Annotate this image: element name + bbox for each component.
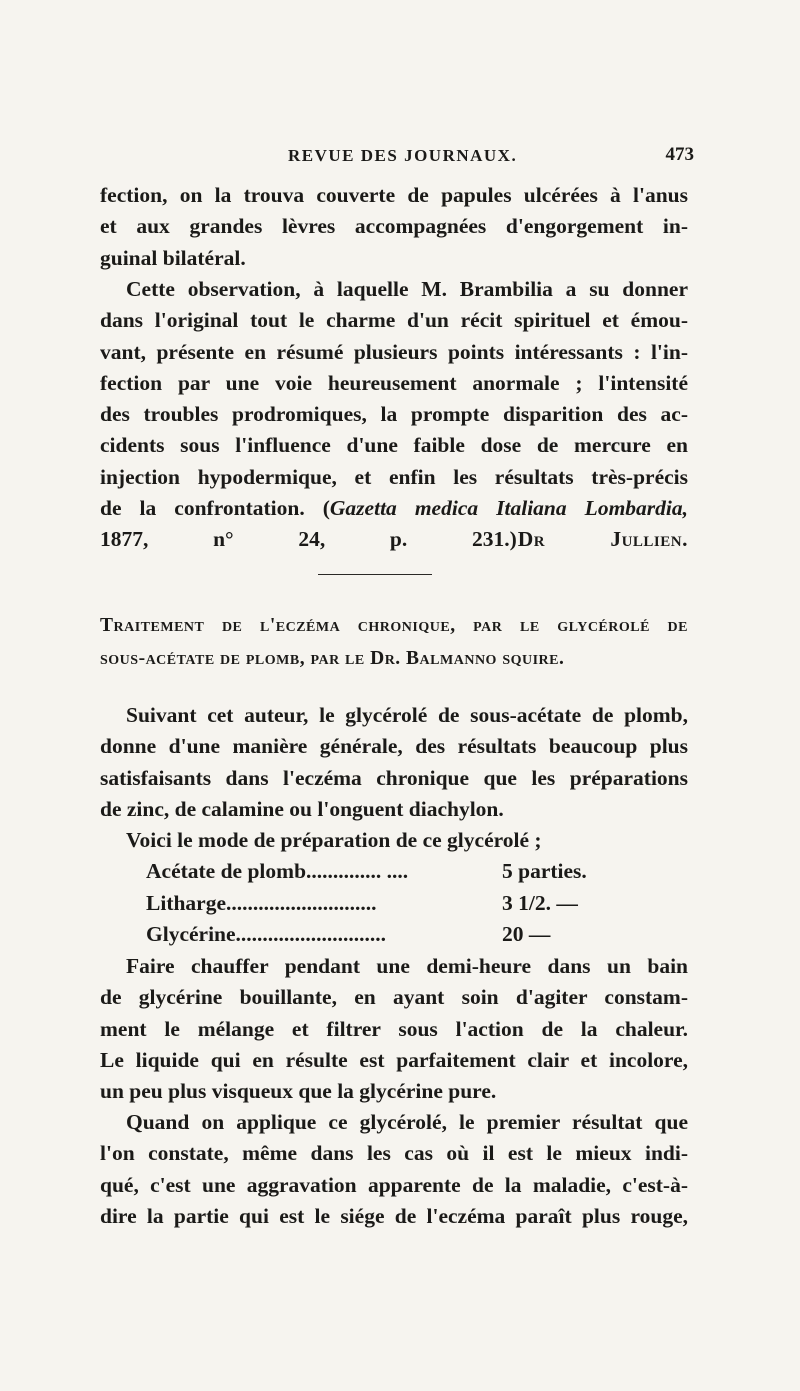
text-line: guinal bilatéral. [100,245,246,270]
text-line: ment le mélange et filtrer sous l'action de la chaleur. [100,1016,688,1041]
heading-line-2: sous-acétate de plomb, par le Dr. Balmanno squire. [100,648,565,669]
text-line: Suivant cet auteur, le glycérolé de sous-acétate de plomb, [126,703,688,727]
section-divider [318,574,432,575]
text-line: satisfaisants dans l'eczéma chronique que les préparations [100,765,688,790]
text-line: de zinc, de calamine ou l'onguent diachylon. [100,796,504,821]
paragraph-preparation [100,951,688,1107]
paragraph-author-opinion [100,700,688,950]
ingredient-row [100,888,688,919]
text-line: injection hypodermique, et enfin les résultats très-précis [100,464,688,489]
text-line: dans l'original tout le charme d'un récit spirituel et émou- [100,308,688,333]
paragraph-application [100,1107,688,1232]
text-line: de glycérine bouillante, en ayant soin d'agiter constam- [100,985,688,1010]
section-heading [100,610,688,676]
text-line: et aux grandes lèvres accompagnées d'engorgement in- [100,214,688,239]
citation-ref: 1877, n° 24, p. 231.) [100,527,517,552]
ingredient-qty: 20 — [502,922,551,947]
text-line: qué, c'est une aggravation apparente de la maladie, c'est-à- [100,1172,688,1197]
ingredient-qty: 5 parties. [502,859,587,884]
text-line: Le liquide qui en résulte est parfaitement clair et incolore, [100,1047,688,1072]
running-title: REVUE DES JOURNAUX. [288,146,518,165]
text-line: Cette observation, à laquelle M. Brambilia a su donner [126,277,688,301]
text-line: vant, présente en résumé plusieurs points intéressants : l'in- [100,339,688,364]
citation-lead: de la confrontation. ( [100,496,330,521]
ingredient-name: Acétate de plomb.............. .... [146,859,409,884]
citation-ref-line [100,524,688,555]
page-number: 473 [665,144,694,165]
heading-line-1: Traitement de l'eczéma chronique, par le glycérolé de [100,615,688,636]
recipe-intro: Voici le mode de préparation de ce glycérolé ; [126,828,542,853]
paragraph-observation [100,274,688,556]
text-line: l'on constate, même dans les cas où il est le mieux indi- [100,1141,688,1166]
text-line: donne d'une manière générale, des résultats beaucoup plus [100,734,688,759]
paragraph-continuation [100,180,688,274]
ingredient-name: Glycérine............................ [146,922,387,947]
text-line: dire la partie qui est le siége de l'eczéma paraît plus rouge, [100,1203,688,1228]
citation-line [100,493,688,524]
citation-author: Dr Jullien. [517,527,688,552]
text-line: cidents sous l'influence d'une faible dose de mercure en [100,433,688,458]
text-line: fection, on la trouva couverte de papules ulcérées à l'anus [100,183,688,207]
ingredient-row [100,919,688,950]
journal-title: Gazetta medica Italiana Lombardia, [329,496,689,521]
text-line: Quand on applique ce glycérolé, le premier résultat que [126,1110,688,1134]
text-line: Faire chauffer pendant une demi-heure dans un bain [126,954,688,978]
ingredient-qty: 3 1/2. — [502,890,578,915]
text-line: un peu plus visqueux que la glycérine pure. [100,1079,497,1104]
text-line: fection par une voie heureusement anormale ; l'intensité [100,370,688,395]
running-head [100,146,700,170]
text-line: des troubles prodromiques, la prompte disparition des ac- [100,402,688,427]
ingredient-row [100,856,688,887]
ingredient-name: Litharge............................ [146,890,377,915]
